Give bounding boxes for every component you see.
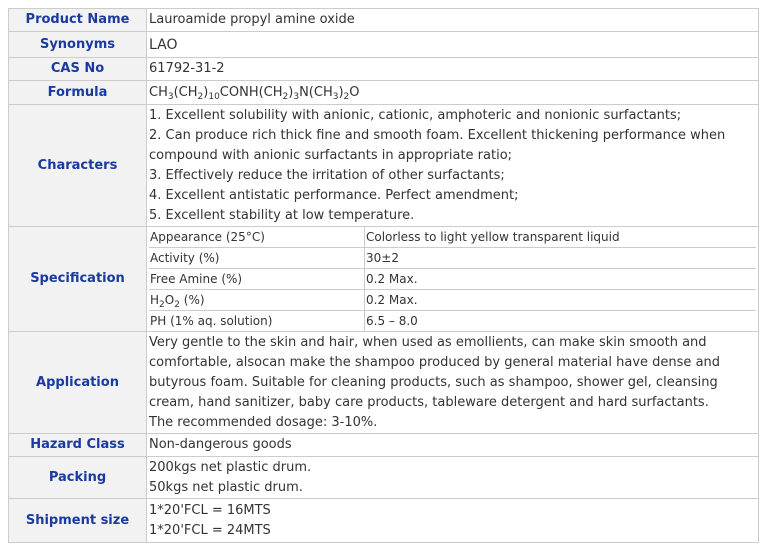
spec-key — [149, 290, 365, 311]
packing-line: 50kgs net plastic drum. — [149, 479, 303, 495]
label-synonyms: Synonyms — [9, 32, 147, 58]
value-shipment-size — [147, 499, 759, 543]
value-packing — [147, 457, 759, 499]
value-synonyms: LAO — [147, 32, 759, 58]
label-product-name: Product Name — [9, 9, 147, 32]
formula-subscript: 3 — [167, 91, 174, 102]
formula-part: O — [349, 84, 360, 100]
characters-line: 5. Excellent stability at low temperature. — [149, 207, 415, 223]
formula-subscript: 2 — [197, 91, 204, 102]
spec-key: PH (1% aq. solution) — [149, 311, 365, 332]
spec-value: 0.2 Max. — [365, 290, 757, 311]
row-specification — [9, 227, 759, 332]
spec-key-part: O — [164, 293, 175, 307]
formula-part: N(CH — [299, 84, 333, 100]
application-line: comfortable, alsocan make the shampoo produced by general material have dense and — [149, 354, 721, 370]
spec-key: Free Amine (%) — [149, 269, 365, 290]
spec-key-subscript: 2 — [159, 300, 165, 310]
application-line: butyrous foam. Suitable for cleaning products, such as shampoo, shower gel, cleansing — [149, 374, 718, 390]
spec-row — [149, 269, 756, 290]
value-characters — [147, 105, 759, 227]
characters-line: 3. Effectively reduce the irritation of other surfactants; — [149, 167, 505, 183]
spec-key-part: (%) — [179, 293, 205, 307]
characters-line: compound with anionic surfactants in appropriate ratio; — [149, 147, 513, 163]
spec-row — [149, 227, 756, 248]
value-specification — [147, 227, 759, 332]
row-hazard-class — [9, 434, 759, 457]
row-application — [9, 332, 759, 434]
spec-value: 6.5 – 8.0 — [366, 314, 418, 328]
label-characters: Characters — [9, 105, 147, 227]
formula-subscript: 3 — [293, 91, 300, 102]
spec-value: Colorless to light yellow transparent liquid — [365, 227, 757, 248]
shipment-line: 1*20'FCL = 24MTS — [149, 522, 271, 538]
row-shipment-size — [9, 499, 759, 543]
value-product-name: Lauroamide propyl amine oxide — [147, 9, 759, 32]
spec-row — [149, 290, 756, 311]
application-line: cream, hand sanitizer, baby care products, tableware detergent and hard surfactants. — [149, 394, 709, 410]
row-cas-no — [9, 58, 759, 81]
formula-part: ) — [288, 84, 294, 100]
product-spec-table — [8, 8, 759, 543]
label-packing: Packing — [9, 457, 147, 499]
spec-key: Activity (%) — [149, 248, 365, 269]
formula-part: CH — [149, 84, 168, 100]
label-application: Application — [9, 332, 147, 434]
characters-line: 2. Can produce rich thick fine and smooth foam. Excellent thickening performance when — [149, 127, 726, 143]
spec-value: 30±2 — [365, 248, 757, 269]
row-synonyms — [9, 32, 759, 58]
formula-part: (CH — [173, 84, 198, 100]
label-cas-no: CAS No — [9, 58, 147, 81]
formula-part: ) — [338, 84, 344, 100]
application-line: The recommended dosage: 3-10%. — [149, 414, 378, 430]
formula-subscript: 10 — [208, 91, 220, 102]
label-specification: Specification — [9, 227, 147, 332]
row-product-name — [9, 9, 759, 32]
label-hazard-class: Hazard Class — [9, 434, 147, 457]
formula-subscript: 3 — [332, 91, 339, 102]
characters-line: 4. Excellent antistatic performance. Perfect amendment; — [149, 187, 519, 203]
spec-row — [149, 311, 756, 332]
formula-subscript: 2 — [343, 91, 350, 102]
formula-subscript: 2 — [282, 91, 289, 102]
value-application — [147, 332, 759, 434]
row-packing — [9, 457, 759, 499]
formula-part: CONH(CH — [219, 84, 283, 100]
spec-value: 0.2 Max. — [365, 269, 757, 290]
row-formula — [9, 81, 759, 105]
shipment-line: 1*20'FCL = 16MTS — [149, 502, 271, 518]
row-characters — [9, 105, 759, 227]
spec-key: Appearance (25°C) — [149, 227, 365, 248]
spec-key-subscript: 2 — [174, 300, 180, 310]
formula-part: ) — [203, 84, 209, 100]
characters-line: 1. Excellent solubility with anionic, cationic, amphoteric and nonionic surfactants; — [149, 107, 682, 123]
spec-key-part: H — [150, 293, 160, 307]
spec-row — [149, 248, 756, 269]
value-hazard-class: Non-dangerous goods — [147, 434, 759, 457]
label-formula: Formula — [9, 81, 147, 105]
application-line: Very gentle to the skin and hair, when used as emollients, can make skin smooth and — [149, 334, 707, 350]
label-shipment-size: Shipment size — [9, 499, 147, 543]
packing-line: 200kgs net plastic drum. — [149, 459, 312, 475]
specification-subtable — [149, 227, 756, 331]
value-cas-no: 61792-31-2 — [147, 58, 759, 81]
value-formula — [147, 81, 759, 105]
